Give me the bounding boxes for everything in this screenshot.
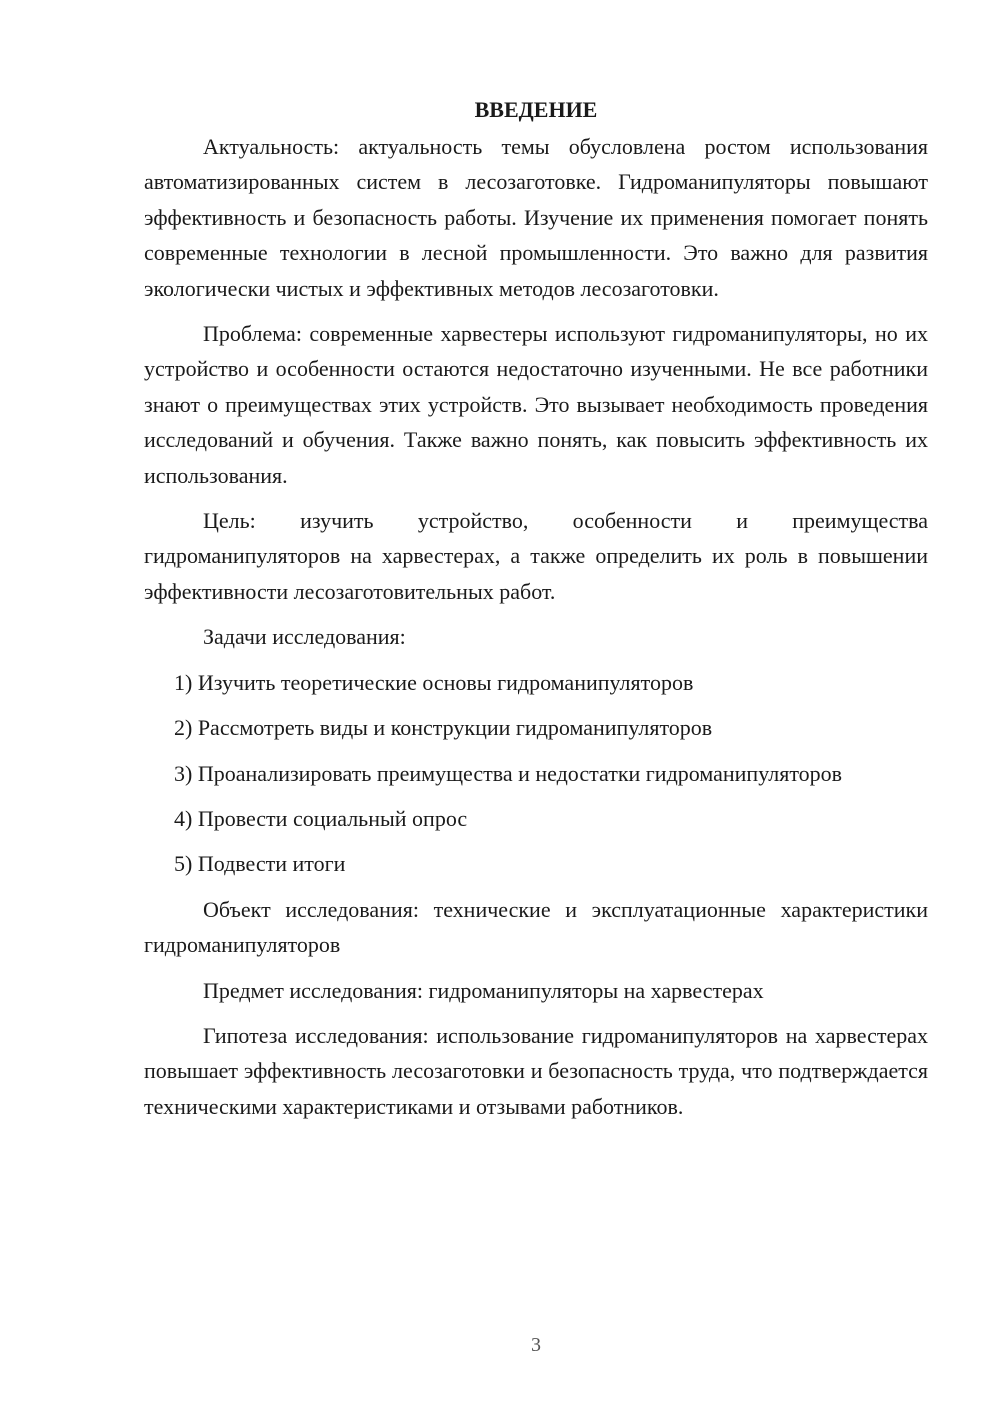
section-title: ВВЕДЕНИЕ xyxy=(474,97,598,122)
document-page xyxy=(144,92,928,1134)
task-item-1: 1) Изучить теоретические основы гидроманипуляторов xyxy=(174,669,694,695)
tasks-heading: Задачи исследования: xyxy=(203,624,406,650)
task-item-2: 2) Рассмотреть виды и конструкции гидроманипуляторов xyxy=(174,715,713,741)
paragraph-hypothesis: Гипотеза исследования: использование гидроманипуляторов на харвестерах повышает эффективность лесозаготовки и безопасность труда, что подтверждается техническими характеристиками и отзывами работников. xyxy=(144,1022,928,1119)
paragraph-relevance: Актуальность: актуальность темы обусловлена ростом использования автоматизированных систем в лесозаготовке. Гидроманипуляторы повышают эффективность и безопасность работы. Изучение их применения помогает понять современные технологии в лесной промышленности. Это важно для развития экологически чистых и эффективных методов лесозаготовки. xyxy=(144,134,928,301)
task-item-3: 3) Проанализировать преимущества и недостатки гидроманипуляторов xyxy=(174,760,843,786)
paragraph-goal: Цель: изучить устройство, особенности и преимущества гидроманипуляторов на харвестерах, а также определить их роль в повышении эффективности лесозаготовительных работ. xyxy=(144,508,928,604)
paragraph-problem: Проблема: современные харвестеры используют гидроманипуляторы, но их устройство и особенности остаются недостаточно изученными. Не все работники знают о преимуществах этих устройств. Это вызывает необходимость проведения исследований и обучения. Также важно понять, как повысить эффективность их использования. xyxy=(144,321,928,488)
paragraph-object: Объект исследования: технические и эксплуатационные характеристики гидроманипуляторов xyxy=(144,896,928,958)
paragraph-subject: Предмет исследования: гидроманипуляторы на харвестерах xyxy=(203,977,764,1003)
page-number: 3 xyxy=(531,1334,541,1356)
task-item-5: 5) Подвести итоги xyxy=(174,851,346,877)
task-item-4: 4) Провести социальный опрос xyxy=(174,805,468,831)
